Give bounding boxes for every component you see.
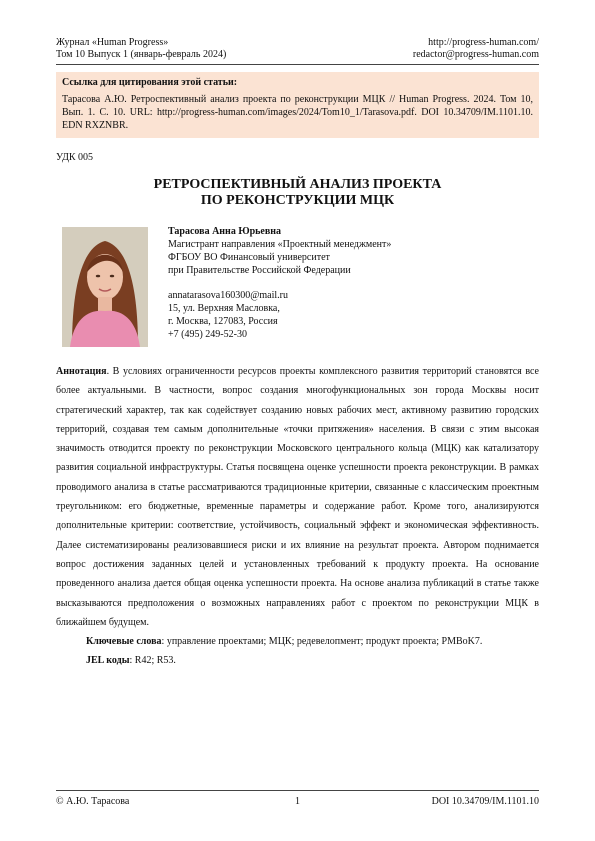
journal-email-link[interactable]: redactor@progress-human.com: [412, 49, 539, 60]
title-line-1: РЕТРОСПЕКТИВНЫЙ АНАЛИЗ ПРОЕКТА: [153, 177, 442, 192]
author-org-line1: ФГБОУ ВО Финансовый университет: [168, 252, 330, 263]
author-phone: +7 (495) 249-52-30: [168, 329, 247, 340]
citation-box: [56, 72, 539, 138]
journal-name: Журнал «Human Progress»: [56, 37, 169, 48]
citation-text: Тарасова А.Ю. Ретроспективный анализ проекта по реконструкции МЦК // Human Progress. 2024. Том 10, Вып. 1. С. 10. URL: http://progress-human.com/images/2024/Tom10_1/Tarasova.pdf. DOI 10.34709/IM.1101.10. EDN RXZNBR.: [62, 94, 533, 131]
author-name: Тарасова Анна Юрьевна: [168, 226, 282, 237]
jel-paragraph: [56, 651, 539, 670]
article-title: [56, 177, 539, 209]
author-org-line2: при Правительстве Российской Федерации: [168, 265, 351, 276]
author-position: Магистрант направления «Проектный менеджмент»: [168, 239, 392, 250]
header-divider: [56, 64, 539, 65]
abstract-label: Аннотация: [56, 366, 107, 377]
journal-url-link[interactable]: http://progress-human.com/: [428, 37, 539, 48]
keywords-text: : управление проектами; МЦК; редевелопмент; продукт проекта; PMBoK7.: [161, 636, 483, 648]
footer-doi: DOI 10.34709/IM.1101.10: [431, 796, 539, 807]
author-address-line1: 15, ул. Верхняя Масловка,: [168, 303, 280, 314]
author-photo: [62, 227, 148, 347]
journal-issue: Том 10 Выпуск 1 (январь-февраль 2024): [56, 49, 227, 60]
udk-code: УДК 005: [56, 152, 94, 163]
page-number: 1: [295, 796, 300, 807]
abstract-section: [56, 362, 539, 671]
footer-copyright: © А.Ю. Тарасова: [56, 796, 130, 807]
abstract-paragraph: [56, 362, 539, 632]
title-line-2: ПО РЕКОНСТРУКЦИИ МЦК: [200, 193, 395, 208]
citation-heading: Ссылка для цитирования этой статьи:: [62, 77, 238, 88]
author-address-line2: г. Москва, 127083, Россия: [168, 316, 278, 327]
abstract-text: . В условиях ограниченности ресурсов проекты комплексного развития территорий становятся все более актуальными. В частности, вопрос создания многофункциональных зон города Москвы носит стратегический характер, так как содействует созданию новых рабочих мест, активному развитию городских территорий, создавая тем самым дополнительные «точки притяжения» населения. В связи с этим высокая значимость отводится проекту по реконструкции Московского центрального кольца (МЦК) как катализатору развития социальной инфраструктуры. Статья посвящена оценке успешности проекта реконструкции. В рамках проводимого анализа в статье рассматриваются традиционные критерии, связанные с классическим проектным треугольником: его бюджетные, временные параметры и содержание работ. Кроме того, анализируются дополнительные критерии: соответствие, устойчивость, социальный эффект и экономическая эффективность. Далее систематизированы реализовавшиеся риски и их влияние на результат проекта. Автором поднимается вопрос достижения заданных целей и установленных требований к продукту проекта. На основание проведенного анализа дается общая оценка успешности проекта. На основе анализа публикаций в статье также высказываются предположения о возможных направлениях работ с проектом по реконструкции МЦК в ближайшем будущем.: [56, 366, 539, 628]
jel-label: JEL коды: [86, 655, 130, 667]
author-block: [168, 225, 391, 341]
journal-contacts: [413, 37, 539, 61]
footer-divider: [56, 790, 539, 791]
keywords-label: Ключевые слова: [86, 636, 162, 648]
jel-text: : R42; R53.: [129, 655, 176, 667]
author-email-link[interactable]: annatarasova160300@mail.ru: [168, 290, 289, 301]
keywords-paragraph: [56, 632, 539, 651]
journal-header: [56, 37, 226, 61]
